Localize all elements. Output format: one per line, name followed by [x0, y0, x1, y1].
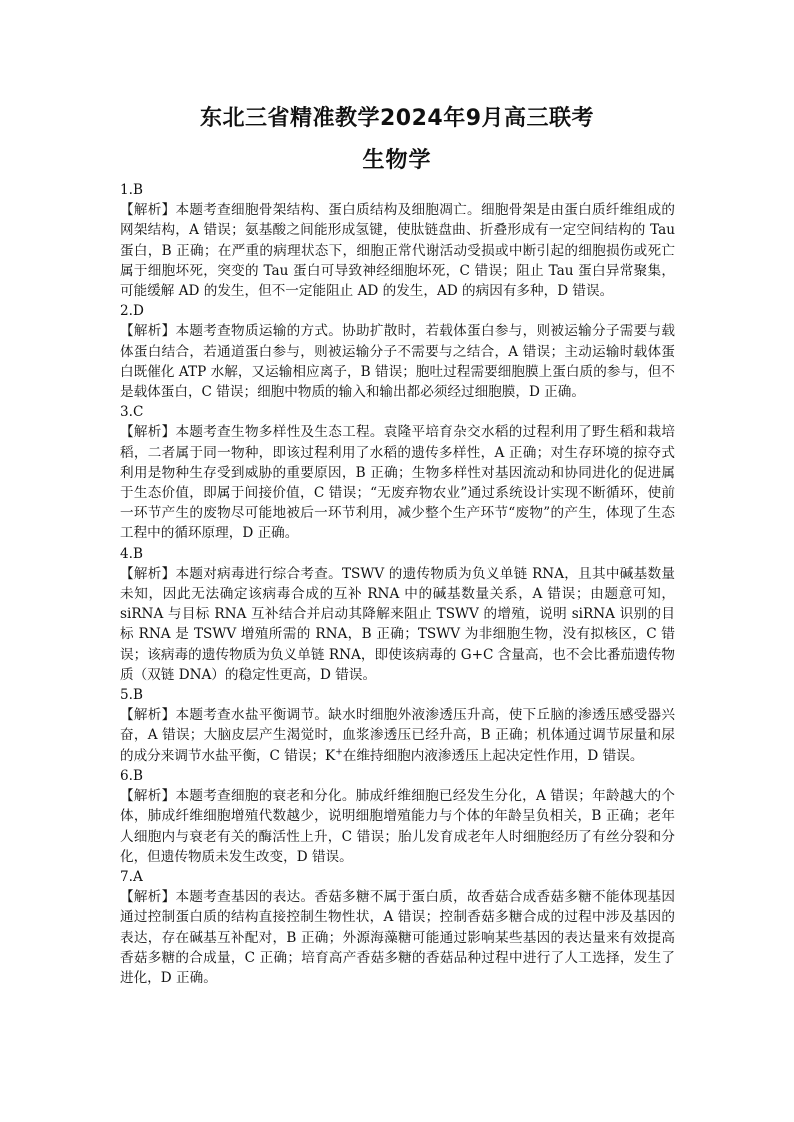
explanation	[120, 786, 675, 867]
explanation-label: 【解析】	[120, 788, 176, 805]
superscript-plus: +	[335, 747, 343, 758]
explanation-text: 本题考查水盐平衡调节。缺水时细胞外液渗透压升高，使下丘脑的渗透压感受器兴奋，A 错误；大脑皮层产生渴觉时，血浆渗透压已经升高，B 正确；机体通过调节尿量和尿的成分来调节水盐平衡，C 错误；K	[120, 707, 675, 764]
answer-item	[120, 402, 675, 543]
answer-item	[120, 867, 675, 988]
answer-list	[120, 180, 675, 988]
answer-key: 3.C	[120, 404, 144, 421]
answer-key: 6.B	[120, 767, 143, 784]
explanation-text: 本题考查细胞的衰老和分化。肺成纤维细胞已经发生分化，A 错误；年龄越大的个体，肺成纤维细胞增殖代数越少，说明细胞增殖能力与个体的年龄呈负相关，B 正确；老年人细胞内与衰老有关的酶活性上升，C 错误；胎儿发育成老年人时细胞经历了有丝分裂和分化，但遗传物质未发生改变，D 错误。	[120, 788, 676, 865]
explanation-text: 本题考查基因的表达。香菇多糖不属于蛋白质，故香菇合成香菇多糖不能体现基因通过控制蛋白质的结构直接控制生物性状，A 错误；控制香菇多糖合成的过程中涉及基因的表达，存在碱基互补配对，B 正确；外源海藻糖可能通过影响某些基因的表达量来有效提高香菇多糖的合成量，C 正确；培育高产香菇多糖的香菇品种过程中进行了人工选择，发生了进化，D 正确。	[120, 889, 675, 986]
explanation	[120, 422, 675, 543]
answer-item	[120, 301, 675, 402]
explanation-text: 本题对病毒进行综合考查。TSWV 的遗传物质为负义单链 RNA，且其中碱基数量未知，因此无法确定该病毒合成的互补 RNA 中的碱基数量关系，A 错误；由题意可知，siRNA 与目标 RNA 互补结合并启动其降解来阻止 TSWV 的增殖，说明 siRNA 识别的目标 RNA 是 TSWV 增殖所需的 RNA，B 正确；TSWV 为非细胞生物，没有拟核区，C 错误；该病毒的遗传物质为负义单链 RNA，即使该病毒的 G+C 含量高，也不会比番茄遗传物质（双链 DNA）的稳定性更高，D 错误。	[120, 565, 675, 683]
explanation-text-continued: 在维持细胞内液渗透压上起决定性作用，D 错误。	[342, 747, 644, 764]
answer-key: 2.D	[120, 303, 144, 320]
answer-item	[120, 766, 675, 867]
explanation-text: 本题考查物质运输的方式。协助扩散时，若载体蛋白参与，则被运输分子需要与载体蛋白结合，若通道蛋白参与，则被运输分子不需要与之结合，A 错误；主动运输时载体蛋白既催化 ATP 水解，又运输相应离子，B 错误；胞吐过程需要细胞膜上蛋白质的参与，但不是载体蛋白，C 错误；细胞中物质的输入和输出都必须经过细胞膜，D 正确。	[120, 323, 675, 401]
explanation	[120, 705, 675, 766]
explanation-label: 【解析】	[120, 424, 176, 441]
answer-key: 5.B	[120, 687, 143, 704]
answer-key: 7.A	[120, 868, 143, 885]
explanation	[120, 200, 675, 301]
document-title: 东北三省精准教学2024年9月高三联考	[199, 106, 595, 131]
answer-item	[120, 685, 675, 766]
answer-item	[120, 180, 675, 301]
explanation-label: 【解析】	[120, 707, 176, 724]
explanation	[120, 321, 675, 402]
answer-item	[120, 544, 675, 685]
explanation	[120, 887, 675, 988]
explanation	[120, 564, 675, 685]
answer-key: 1.B	[120, 182, 143, 198]
document-subject: 生物学	[362, 148, 432, 173]
explanation-label: 【解析】	[120, 565, 176, 582]
explanation-label: 【解析】	[120, 202, 176, 219]
explanation-text: 本题考查生物多样性及生态工程。袁隆平培育杂交水稻的过程利用了野生稻和栽培稻，二者属于同一物种，即该过程利用了水稻的遗传多样性，A 正确；对生存环境的掠夺式利用是物种生存受到威胁的重要原因，B 正确；生物多样性对基因流动和协同进化的促进属于生态价值，即属于间接价值，C 错误；“无废弃物农业”通过系统设计实现不断循环，使前一环节产生的废物尽可能地被后一环节利用，减少整个生产环节“废物”的产生，体现了生态工程中的循环原理，D 正确。	[120, 424, 675, 542]
explanation-label: 【解析】	[120, 889, 176, 906]
explanation-text: 本题考查细胞骨架结构、蛋白质结构及细胞凋亡。细胞骨架是由蛋白质纤维组成的网架结构，A 错误；氨基酸之间能形成氢键，使肽链盘曲、折叠形成有一定空间结构的 Tau 蛋白，B 正确；在严重的病理状态下，细胞正常代谢活动受损或中断引起的细胞损伤或死亡属于细胞坏死，突变的 Tau 蛋白可导致神经细胞坏死，C 错误；阻止 Tau 蛋白异常聚集，可能缓解 AD 的发生，但不一定能阻止 AD 的发生，AD 的病因有多种，D 错误。	[120, 202, 675, 300]
answer-key: 4.B	[120, 545, 143, 562]
explanation-label: 【解析】	[120, 323, 176, 340]
